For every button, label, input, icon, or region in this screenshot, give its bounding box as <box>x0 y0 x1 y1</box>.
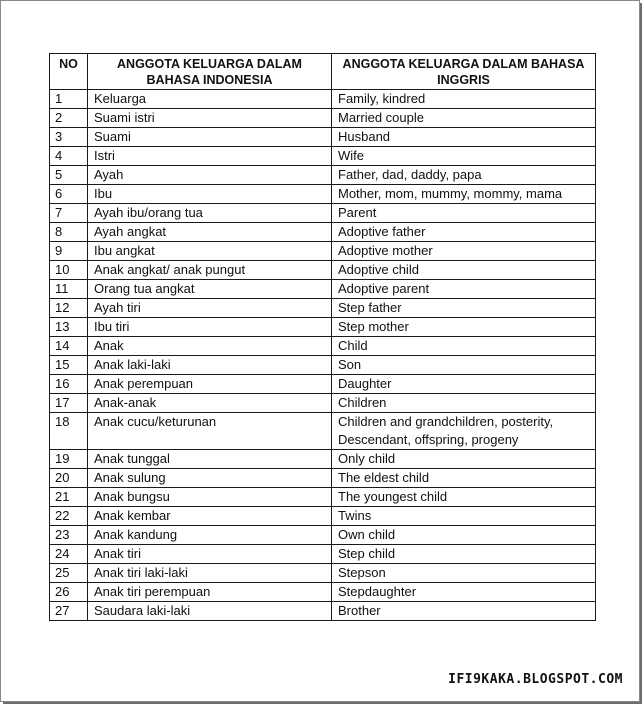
cell-number: 24 <box>50 545 88 564</box>
cell-number: 13 <box>50 318 88 337</box>
cell-english: Adoptive mother <box>332 242 596 261</box>
cell-indonesian: Ayah <box>88 166 332 185</box>
cell-number: 20 <box>50 469 88 488</box>
cell-indonesian: Ayah tiri <box>88 299 332 318</box>
cell-indonesian: Suami istri <box>88 109 332 128</box>
cell-english: Twins <box>332 507 596 526</box>
cell-english: Step child <box>332 545 596 564</box>
table-row <box>50 413 596 450</box>
cell-english: Brother <box>332 602 596 621</box>
cell-indonesian: Anak tiri perempuan <box>88 583 332 602</box>
cell-number: 25 <box>50 564 88 583</box>
header-indonesian: ANGGOTA KELUARGA DALAM BAHASA INDONESIA <box>88 54 332 90</box>
cell-english: Only child <box>332 450 596 469</box>
cell-indonesian: Saudara laki-laki <box>88 602 332 621</box>
table-row <box>50 280 596 299</box>
cell-indonesian: Keluarga <box>88 90 332 109</box>
cell-indonesian: Anak tiri <box>88 545 332 564</box>
cell-number: 10 <box>50 261 88 280</box>
cell-indonesian: Anak cucu/keturunan <box>88 413 332 450</box>
cell-number: 8 <box>50 223 88 242</box>
table-row <box>50 185 596 204</box>
cell-number: 6 <box>50 185 88 204</box>
family-vocabulary-table <box>49 53 596 621</box>
cell-number: 11 <box>50 280 88 299</box>
cell-number: 7 <box>50 204 88 223</box>
cell-indonesian: Anak <box>88 337 332 356</box>
cell-number: 9 <box>50 242 88 261</box>
table-row <box>50 507 596 526</box>
cell-number: 1 <box>50 90 88 109</box>
table-row <box>50 394 596 413</box>
cell-number: 12 <box>50 299 88 318</box>
cell-english: Step father <box>332 299 596 318</box>
cell-number: 27 <box>50 602 88 621</box>
table-row <box>50 602 596 621</box>
table-row <box>50 204 596 223</box>
blog-watermark: IFI9KAKA.BLOGSPOT.COM <box>448 672 623 687</box>
table-row <box>50 90 596 109</box>
table-row <box>50 564 596 583</box>
cell-number: 14 <box>50 337 88 356</box>
cell-english: The eldest child <box>332 469 596 488</box>
cell-indonesian: Anak laki-laki <box>88 356 332 375</box>
cell-number: 16 <box>50 375 88 394</box>
table-header-row <box>50 54 596 90</box>
cell-english: Parent <box>332 204 596 223</box>
cell-indonesian: Anak kembar <box>88 507 332 526</box>
cell-number: 15 <box>50 356 88 375</box>
table-row <box>50 583 596 602</box>
cell-english: Own child <box>332 526 596 545</box>
cell-indonesian: Ibu <box>88 185 332 204</box>
table-row <box>50 488 596 507</box>
cell-english: Stepdaughter <box>332 583 596 602</box>
cell-english: Family, kindred <box>332 90 596 109</box>
header-no: NO <box>50 54 88 90</box>
cell-english: Wife <box>332 147 596 166</box>
table-row <box>50 545 596 564</box>
cell-indonesian: Anak angkat/ anak pungut <box>88 261 332 280</box>
cell-number: 19 <box>50 450 88 469</box>
table-row <box>50 261 596 280</box>
cell-number: 2 <box>50 109 88 128</box>
table-row <box>50 147 596 166</box>
cell-english: Husband <box>332 128 596 147</box>
cell-indonesian: Istri <box>88 147 332 166</box>
table-row <box>50 375 596 394</box>
cell-english: Adoptive parent <box>332 280 596 299</box>
cell-indonesian: Anak tunggal <box>88 450 332 469</box>
cell-number: 3 <box>50 128 88 147</box>
table-row <box>50 526 596 545</box>
cell-english: Child <box>332 337 596 356</box>
cell-indonesian: Anak kandung <box>88 526 332 545</box>
table-row <box>50 299 596 318</box>
cell-english: Stepson <box>332 564 596 583</box>
cell-english: Adoptive father <box>332 223 596 242</box>
cell-indonesian: Ibu tiri <box>88 318 332 337</box>
cell-indonesian: Ayah angkat <box>88 223 332 242</box>
cell-indonesian: Anak sulung <box>88 469 332 488</box>
cell-indonesian: Ibu angkat <box>88 242 332 261</box>
cell-indonesian: Ayah ibu/orang tua <box>88 204 332 223</box>
cell-indonesian: Anak perempuan <box>88 375 332 394</box>
cell-number: 21 <box>50 488 88 507</box>
cell-english: Step mother <box>332 318 596 337</box>
table-row <box>50 450 596 469</box>
table-row <box>50 318 596 337</box>
table-row <box>50 337 596 356</box>
table-row <box>50 109 596 128</box>
cell-indonesian: Suami <box>88 128 332 147</box>
table-body <box>50 90 596 621</box>
cell-english: Adoptive child <box>332 261 596 280</box>
header-english: ANGGOTA KELUARGA DALAM BAHASA INGGRIS <box>332 54 596 90</box>
cell-number: 5 <box>50 166 88 185</box>
cell-english: Father, dad, daddy, papa <box>332 166 596 185</box>
cell-english: Mother, mom, mummy, mommy, mama <box>332 185 596 204</box>
cell-english: Children and grandchildren, posterity, Descendant, offspring, progeny <box>332 413 596 450</box>
table-row <box>50 242 596 261</box>
cell-number: 18 <box>50 413 88 450</box>
cell-number: 23 <box>50 526 88 545</box>
cell-english: Daughter <box>332 375 596 394</box>
cell-number: 17 <box>50 394 88 413</box>
cell-english: Son <box>332 356 596 375</box>
cell-english: Married couple <box>332 109 596 128</box>
cell-english: The youngest child <box>332 488 596 507</box>
table-row <box>50 166 596 185</box>
table-row <box>50 223 596 242</box>
cell-number: 4 <box>50 147 88 166</box>
cell-indonesian: Anak tiri laki-laki <box>88 564 332 583</box>
cell-number: 22 <box>50 507 88 526</box>
table-row <box>50 469 596 488</box>
cell-indonesian: Orang tua angkat <box>88 280 332 299</box>
cell-english: Children <box>332 394 596 413</box>
cell-number: 26 <box>50 583 88 602</box>
cell-indonesian: Anak bungsu <box>88 488 332 507</box>
table-row <box>50 128 596 147</box>
table-row <box>50 356 596 375</box>
cell-indonesian: Anak-anak <box>88 394 332 413</box>
